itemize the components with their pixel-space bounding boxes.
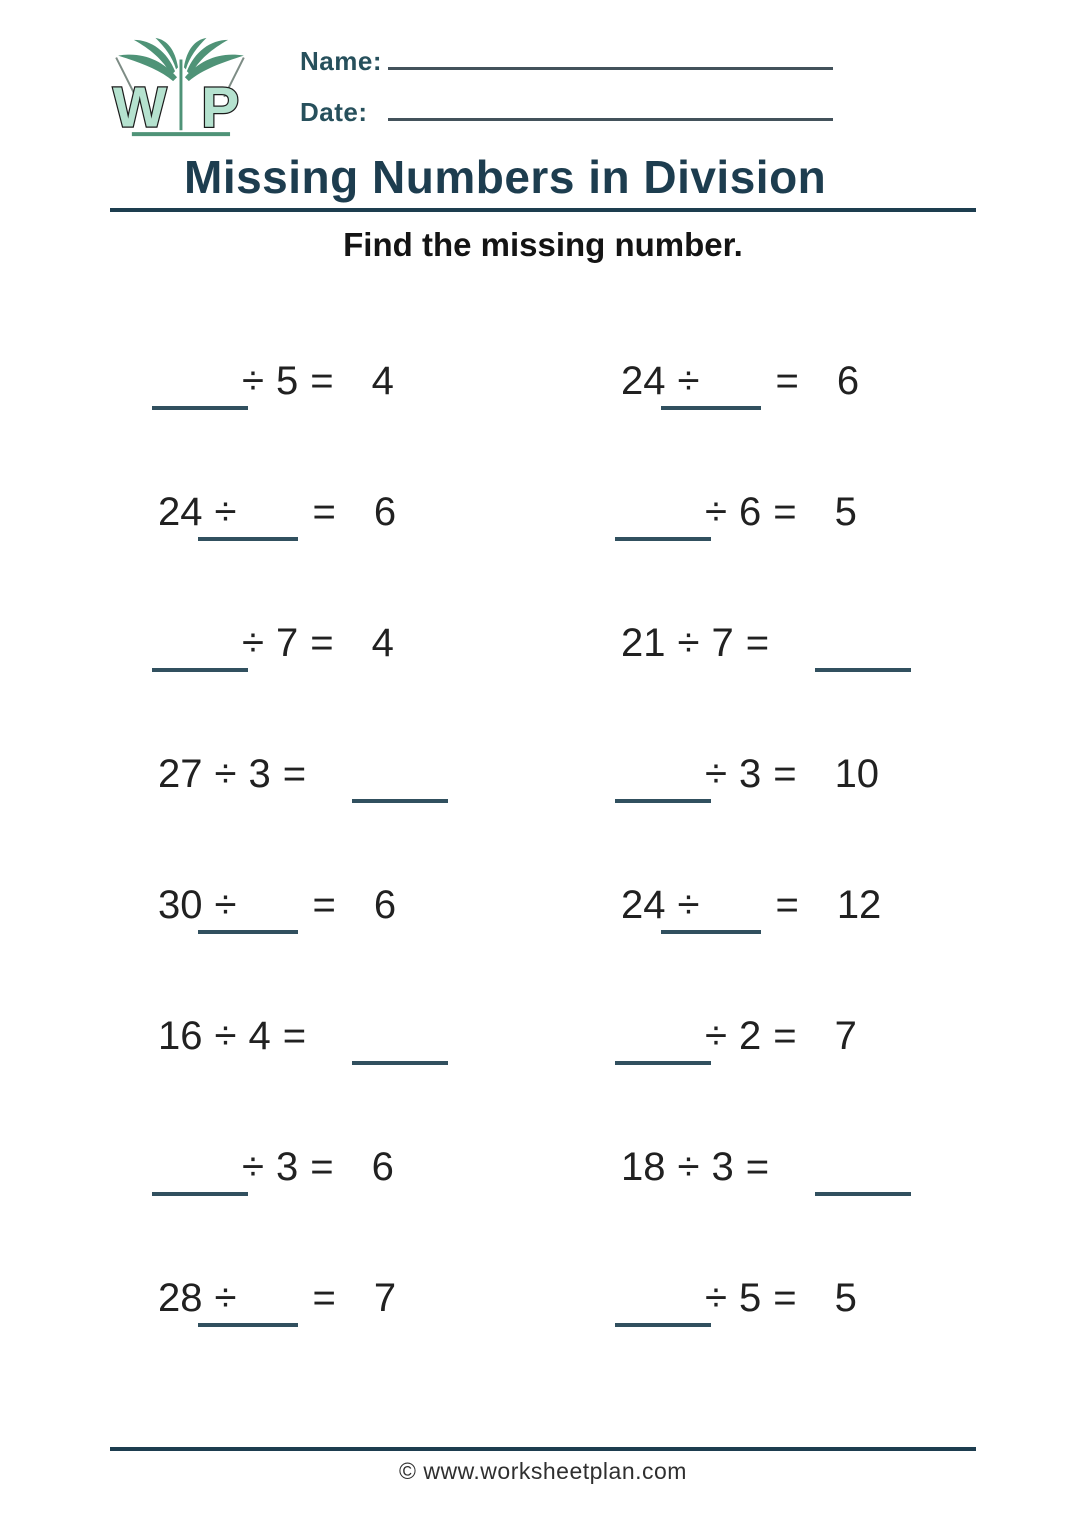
divisor-value: 5	[738, 1276, 762, 1320]
problem-6	[543, 623, 976, 672]
quotient-value: 10	[834, 752, 880, 796]
missing-divisor-blank[interactable]	[198, 900, 298, 934]
missing-dividend-blank[interactable]	[152, 376, 248, 410]
divisor-value: 3	[711, 1145, 734, 1189]
logo-letter-p: P	[201, 75, 240, 140]
divisor-value: 7	[275, 621, 299, 665]
divide-sign: ÷	[705, 1014, 727, 1058]
equals-sign: =	[775, 883, 799, 927]
missing-dividend-blank[interactable]	[152, 638, 248, 672]
dividend-value: 24	[158, 490, 203, 534]
divide-sign: ÷	[705, 1276, 727, 1320]
problem-12	[543, 1016, 976, 1065]
divisor-value: 7	[711, 621, 734, 665]
logo-letter-w: W	[112, 75, 167, 140]
equals-sign: =	[312, 1276, 336, 1320]
divide-sign: ÷	[677, 359, 700, 403]
missing-quotient-blank[interactable]	[352, 1031, 448, 1065]
divisor-value: 3	[738, 752, 762, 796]
problem-15	[110, 1278, 543, 1327]
worksheetplan-logo	[100, 34, 258, 142]
equals-sign: =	[310, 1145, 334, 1189]
problem-4	[543, 492, 976, 541]
missing-quotient-blank[interactable]	[815, 638, 911, 672]
divisor-value: 6	[738, 490, 762, 534]
dividend-value: 28	[158, 1276, 203, 1320]
quotient-value: 7	[834, 1014, 857, 1058]
dividend-value: 16	[158, 1014, 203, 1058]
divide-sign: ÷	[677, 883, 700, 927]
equals-sign: =	[773, 490, 797, 534]
missing-divisor-blank[interactable]	[198, 1293, 298, 1327]
divisor-value: 4	[248, 1014, 271, 1058]
name-label: Name:	[300, 46, 382, 76]
divide-sign: ÷	[242, 1145, 264, 1189]
footer-divider	[110, 1447, 976, 1451]
quotient-value: 4	[371, 359, 394, 403]
problem-14	[543, 1147, 976, 1196]
equals-sign: =	[312, 490, 336, 534]
problems-grid	[110, 320, 976, 1368]
divide-sign: ÷	[677, 1145, 700, 1189]
quotient-value: 6	[371, 1145, 394, 1189]
problem-13	[110, 1147, 543, 1196]
quotient-value: 5	[834, 490, 857, 534]
student-fields	[300, 44, 840, 146]
problem-8	[543, 754, 976, 803]
divide-sign: ÷	[214, 752, 237, 796]
book-leaves-icon	[100, 34, 258, 142]
dividend-value: 21	[621, 621, 666, 665]
name-field-row	[300, 44, 840, 77]
divisor-value: 3	[275, 1145, 299, 1189]
problem-7	[110, 754, 543, 803]
missing-dividend-blank[interactable]	[615, 1293, 711, 1327]
divide-sign: ÷	[242, 621, 264, 665]
equals-sign: =	[775, 359, 799, 403]
footer-credit: © www.worksheetplan.com	[399, 1458, 687, 1484]
equals-sign: =	[282, 1014, 307, 1058]
dividend-value: 24	[621, 359, 666, 403]
missing-dividend-blank[interactable]	[615, 769, 711, 803]
dividend-value: 27	[158, 752, 203, 796]
divide-sign: ÷	[705, 752, 727, 796]
quotient-value: 6	[836, 359, 860, 403]
missing-quotient-blank[interactable]	[352, 769, 448, 803]
quotient-value: 6	[373, 883, 397, 927]
equals-sign: =	[745, 621, 770, 665]
divisor-value: 3	[248, 752, 271, 796]
quotient-value: 4	[371, 621, 394, 665]
missing-dividend-blank[interactable]	[615, 507, 711, 541]
equals-sign: =	[310, 359, 334, 403]
date-input-line[interactable]	[388, 95, 833, 121]
divide-sign: ÷	[677, 621, 700, 665]
quotient-value: 12	[836, 883, 882, 927]
missing-divisor-blank[interactable]	[661, 900, 761, 934]
quotient-value: 5	[834, 1276, 857, 1320]
dividend-value: 24	[621, 883, 666, 927]
missing-divisor-blank[interactable]	[661, 376, 761, 410]
divide-sign: ÷	[214, 1014, 237, 1058]
equals-sign: =	[310, 621, 334, 665]
missing-divisor-blank[interactable]	[198, 507, 298, 541]
divide-sign: ÷	[214, 883, 237, 927]
equals-sign: =	[773, 1276, 797, 1320]
divide-sign: ÷	[705, 490, 727, 534]
equals-sign: =	[282, 752, 307, 796]
instructions-text: Find the missing number.	[343, 226, 743, 263]
problem-11	[110, 1016, 543, 1065]
title-divider	[110, 208, 976, 212]
divisor-value: 5	[275, 359, 299, 403]
equals-sign: =	[773, 752, 797, 796]
date-label: Date:	[300, 97, 368, 127]
divide-sign: ÷	[214, 1276, 237, 1320]
problem-5	[110, 623, 543, 672]
problem-16	[543, 1278, 976, 1327]
missing-dividend-blank[interactable]	[615, 1031, 711, 1065]
dividend-value: 18	[621, 1145, 666, 1189]
date-field-row	[300, 95, 840, 128]
page-title: Missing Numbers in Division	[184, 151, 827, 203]
problem-2	[543, 361, 976, 410]
divide-sign: ÷	[242, 359, 264, 403]
problem-3	[110, 492, 543, 541]
equals-sign: =	[773, 1014, 797, 1058]
divide-sign: ÷	[214, 490, 237, 534]
equals-sign: =	[745, 1145, 770, 1189]
problem-1	[110, 361, 543, 410]
problem-10	[543, 885, 976, 934]
equals-sign: =	[312, 883, 336, 927]
missing-dividend-blank[interactable]	[152, 1162, 248, 1196]
dividend-value: 30	[158, 883, 203, 927]
quotient-value: 7	[373, 1276, 397, 1320]
missing-quotient-blank[interactable]	[815, 1162, 911, 1196]
quotient-value: 6	[373, 490, 397, 534]
divisor-value: 2	[738, 1014, 762, 1058]
name-input-line[interactable]	[388, 44, 833, 70]
problem-9	[110, 885, 543, 934]
